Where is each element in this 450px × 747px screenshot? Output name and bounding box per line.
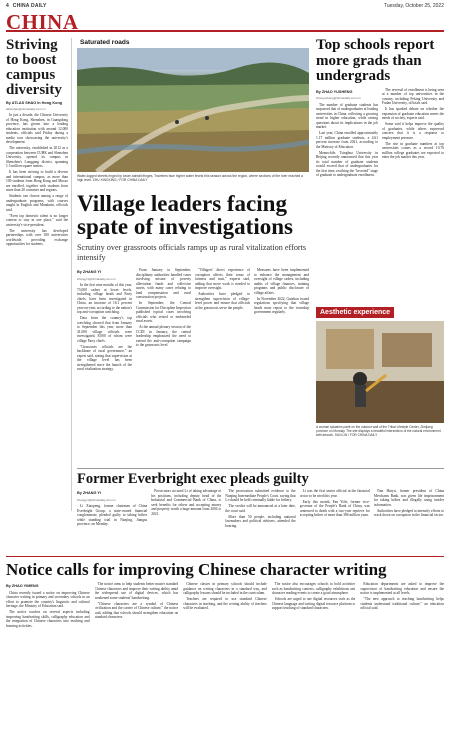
notice-story xyxy=(6,556,444,742)
paragraph: "Chinese characters are a symbol of Chinese civilization and the carrier of Chinese culture," the notice said, adding that schools should strengthen education on standard characters. xyxy=(94,601,179,619)
paragraph: "The new approach to teaching handwriting helps students understand traditional culture," an education official said. xyxy=(360,597,444,610)
photo-illustration xyxy=(77,48,309,172)
paragraph: Early this month, Fan Yifei, former vice-governor of the People's Bank of China, was sentenced to death with a two-year reprieve for accepting bribes of more than 386 million yuan. xyxy=(299,499,370,517)
main-story-byline: By ZHANG YI xyxy=(77,270,101,274)
main-story-headline-wrap xyxy=(77,192,309,238)
photo-label: Saturated roads xyxy=(77,38,133,47)
former-story-body xyxy=(77,489,444,558)
paragraph: The university has developed partnerships with over 100 universities worldwide, providing exchange opportunities for students. xyxy=(6,228,68,246)
paragraph: Authorities have pledged to intensify efforts to crack down on corruption in the financial sector. xyxy=(373,508,444,517)
main-story-column xyxy=(254,268,309,465)
paragraph: "Even top domestic talent is no longer content to stay in one place," said the university's vice-president. xyxy=(6,213,68,227)
main-story-body xyxy=(77,268,309,465)
main-story-column xyxy=(77,268,132,465)
paragraph: Li Xiaopeng, former chairman of China Everbright Group, a state-owned financial conglomerate, pleaded guilty to taking bribes while standing trial in Nanjing, Jiangsu province, on Monday. xyxy=(77,504,148,526)
section-bar xyxy=(6,12,444,32)
paragraph: The notice also encourages schools to hold activities such as handwriting contests, calligraphy exhibitions and character reading events to create a good atmosphere. xyxy=(271,582,356,595)
notice-story-byline: By ZHAO YIMENG xyxy=(6,584,39,588)
flooded-road-photo xyxy=(77,48,309,172)
former-story-email: zhangyi1@chinadaily.com.cn xyxy=(77,497,116,502)
left-story-body xyxy=(6,113,68,247)
former-story-column xyxy=(151,489,221,558)
paragraph: The number of graduate students has surpassed that of undergraduates at leading universities in China, reflecting a growing trend in higher education, while raising questions about its implications in the job market. xyxy=(316,102,378,129)
paragraph: In November 2022, Guizhou issued regulations specifying that village heads must report to the township government regularly. xyxy=(254,296,309,314)
main-story-deck: Scrutiny over grassroots officials ramps up as rural vitalization efforts intensify xyxy=(77,243,307,262)
paragraph: In the first nine months of this year, 73,000 cadres at lower levels, including village heads and Party chiefs, have been investigated in China, an increase of 16.1 percent year-on-year, according to the nation's top anti-corruption watchdog. xyxy=(77,283,132,314)
paragraph: The rise in graduate numbers at top universities comes as a record 10.76 million college graduates are expected to enter the job market this year. xyxy=(382,141,444,159)
former-story-column xyxy=(300,489,370,558)
paragraph: Education departments are asked to improve the supervision of handwriting education and ensure the notice is implemented at all levels. xyxy=(360,582,444,595)
paragraph: In September, the Central Commission for Discipline Inspection published typical cases involving officials who seized or embezzled rural assets. xyxy=(136,301,191,323)
page-number: 4 xyxy=(6,2,9,9)
right-story-headline: Top schools report more grads than undergrads xyxy=(316,37,435,84)
issue-date: Tuesday, October 25, 2022 xyxy=(383,2,444,9)
paragraph: In just a decade, the Chinese University of Hong Kong, Shenzhen, in Guangdong province, has grown into a leading education institution with around 12,000 students, officials said Friday during a media tour showcasing the university's development. xyxy=(6,113,68,144)
paragraph: It has sparked debate on whether the expansion of graduate education meets the needs of society, experts said. xyxy=(382,107,444,120)
right-story-body xyxy=(316,88,444,250)
left-story-headline: Striving to boost campus diversity xyxy=(6,38,62,98)
paper-name: CHINA DAILY xyxy=(12,2,47,9)
paragraph: The notice aims to help students better master standard Chinese characters and improve their writing ability amid the widespread use of digital devices, which has weakened some students' handwriting. xyxy=(94,582,179,600)
former-story-column xyxy=(225,489,295,558)
right-story-column xyxy=(382,88,444,250)
paragraph: From January to September, disciplinary authorities handled cases involving misuse of poverty alleviation funds and collective assets, with many cases relating to land compensation and rural construction projects. xyxy=(136,268,191,299)
former-exec-story xyxy=(77,468,444,558)
paragraph: The university, established in 2012 as a cooperation between CUHK and Shenzhen University, opened its campus in Shenzhen's Longgang district, spanning 1.5 million square meters. xyxy=(6,146,68,168)
paragraph: The reversal of enrollment is being seen at a number of top universities in the country, including Peking University and Fudan University, officials said. xyxy=(382,87,444,105)
paragraph: Prosecutors accused Li of taking advantage of his positions, including deputy head of the Industrial and Commercial Bank of China, to seek benefits for others and accepting money and property worth a huge amount from 2004 to 2021. xyxy=(151,489,222,516)
photo-caption: Water-logged streets ringed by lower-rainfall fringes. Travelers face higher water levels this season across the region, where sections of the river reached a high level. ZHU XINGXING / FOR CHINA DAILY xyxy=(77,174,304,182)
paragraph: Meanwhile, Tsinghua University in Beijing recently announced that this year its total number of graduate students would exceed that of undergraduates for the first time, reaching the "inverted" stage of graduate to undergraduate enrollment. xyxy=(316,150,378,177)
paragraph: Measures have been implemented to enhance the management and oversight of village cadres, including audits of village finances, training programs and public disclosure of village affairs. xyxy=(254,268,309,295)
left-story xyxy=(6,38,72,511)
paragraph: The notice touches on several aspects including improving handwriting skills, calligraphy education and the integration of Chinese characters into teaching and learning activities. xyxy=(6,610,90,628)
paragraph: Data from the country's top watchdog showed that from January to September this year, more than 41,000 village officials were investigated, 8,000 of whom were village Party chiefs. xyxy=(77,316,132,343)
former-story-column xyxy=(77,489,147,558)
aesthetic-photo-illustration xyxy=(316,321,444,423)
paragraph: Chinese classes in primary schools should include guidance on writing characters in a standard way, and calligraphy lessons should be included in the curriculum. xyxy=(183,582,267,595)
right-story xyxy=(316,38,444,250)
main-story-email: zhangyi1@chinadaily.com.cn xyxy=(77,276,116,281)
notice-story-column xyxy=(183,582,267,742)
paragraph: It has been striving to build a diverse and international campus, as more than 100 students from Hong Kong and Macao are enrolled, together with students from more than 20 countries and regions. xyxy=(6,170,68,192)
aesthetic-photo xyxy=(316,321,444,423)
former-story-column xyxy=(374,489,444,558)
paragraph: Authorities have pledged to strengthen supervision of village-level power and ensure that officials at the grassroots serve the people. xyxy=(195,292,250,310)
paragraph: More than 50 people, including national lawmakers and political advisers, attended the hearing. xyxy=(225,514,296,528)
section-title: CHINA xyxy=(6,10,79,34)
aesthetic-photo-story xyxy=(316,301,444,437)
notice-story-column xyxy=(6,582,90,742)
paragraph: "Grassroots officials are the backbone of rural governance," an expert said, noting that supervision at the village level has been strengthened since the launch of the rural vitalization strategy. xyxy=(77,344,132,371)
paragraph: The verdict will be announced at a later date, the court said. xyxy=(225,504,296,513)
left-story-email: atlasshao@chinadaily.com.cn xyxy=(6,107,46,111)
notice-story-headline: Notice calls for improving Chinese character writing xyxy=(6,560,387,579)
paragraph: "Villagers' direct experience of corruption affects their sense of fairness and trust," experts said, adding that more work is needed to improve oversight. xyxy=(195,268,250,290)
aesthetic-caption: A woman splashes paint on the outdoor wall of the Tribal Lifestyle Center, Zhejiang province on Monday. The site displays a beautiful intersection of the natural environment with artwork. SUN LIN / FOR CHINA DAILY xyxy=(316,425,441,437)
paragraph: Li was the first senior official in the financial sector to be tried this year. xyxy=(299,489,370,498)
main-story-headline: Village leaders facing spate of investigations xyxy=(77,191,293,239)
paragraph: Some said it helps improve the quality of graduates, while others expressed concern that it is a response to employment pressure. xyxy=(382,122,444,140)
paragraph: The prosecution submitted evidence to the Nanjing Intermediate People's Court, saying that Li should be held criminally liable for bribery. xyxy=(225,489,296,502)
paragraph: Last year, China enrolled approximately 1.17 million graduate students, a 4.61 percent increase from 2021, according to the Ministry of Education. xyxy=(316,131,378,149)
right-story-email: zhaoyusheng@chinadaily.com.cn xyxy=(316,96,361,100)
notice-story-column xyxy=(360,582,444,742)
main-story-column xyxy=(195,268,250,465)
right-story-byline: By ZHAO YUSHENG xyxy=(316,89,353,94)
former-story-headline: Former Everbright exec pleads guilty xyxy=(77,471,309,487)
aesthetic-label: Aesthetic experience xyxy=(316,307,394,318)
paragraph: Tian Huiyu, former president of China Merchants Bank, was given life imprisonment for taking bribes and illegally using insider information. xyxy=(373,489,444,507)
paragraph: Teachers are required to use standard Chinese characters in teaching, and the writing ability of teachers will be evaluated. xyxy=(183,597,267,610)
main-story-column xyxy=(136,268,191,465)
photo-story xyxy=(77,38,309,188)
paragraph: Students can choose among a range of undergraduate programs, with courses taught in English and Mandarin, officials said. xyxy=(6,194,68,212)
left-story-byline: By ATLAS SHAO in Hong Kong xyxy=(6,101,63,105)
former-story-byline: By ZHANG YI xyxy=(77,491,101,495)
paragraph: At the annual plenary session of the CCDI in January, the central leadership emphasized the need to extend the anti-corruption campaign to the grassroots level. xyxy=(136,325,191,347)
notice-story-column xyxy=(272,582,356,742)
paragraph: China recently issued a notice on improving Chinese character writing in primary and secondary schools in an effort to promote the country's linguistic and cultural heritage, the Ministry of Education said. xyxy=(6,590,90,608)
right-story-column xyxy=(316,88,378,250)
paragraph: Schools are urged to use digital resources such as the Chinese language and writing digital resource platform to support teaching of standard characters. xyxy=(271,597,356,610)
notice-story-column xyxy=(95,582,179,742)
notice-story-body xyxy=(6,582,444,742)
